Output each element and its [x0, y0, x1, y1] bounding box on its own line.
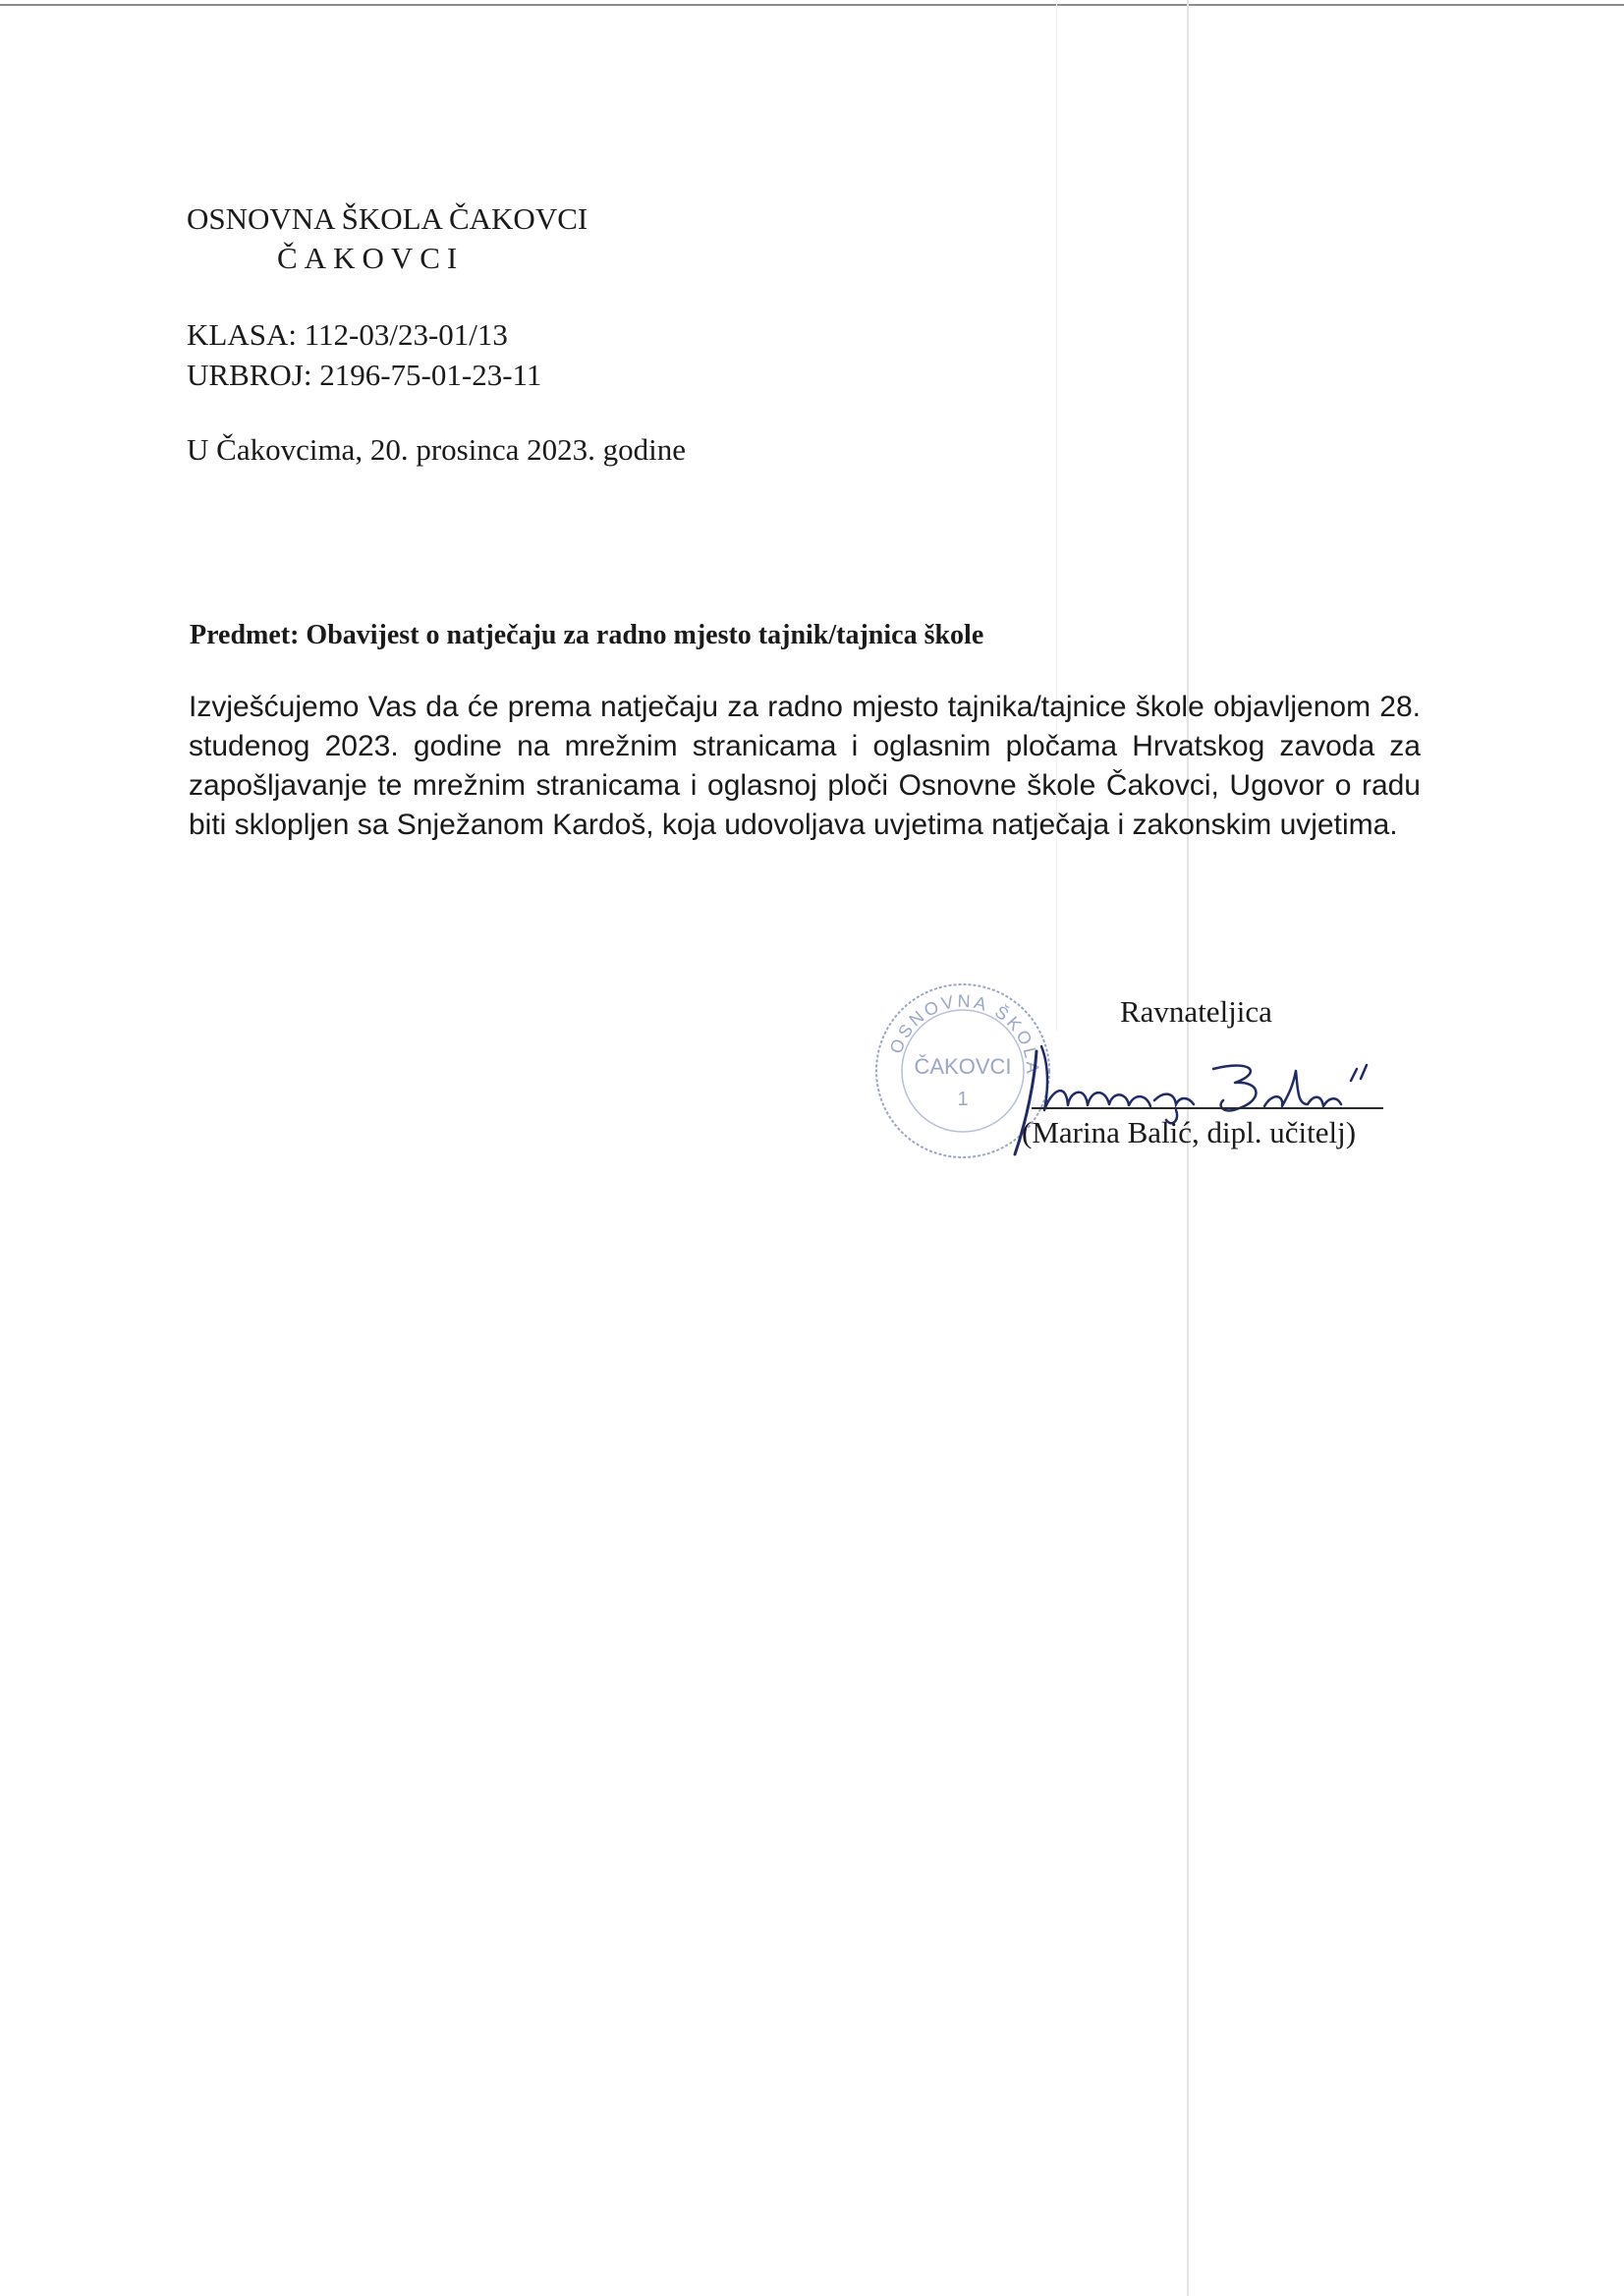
subject-line: Predmet: Obavijest o natječaju za radno mjesto tajnik/tajnica škole	[190, 620, 984, 650]
stamp-ring-text: OSNOVNA ŠKOLA	[885, 990, 1043, 1077]
stamp-number: 1	[957, 1089, 969, 1110]
school-town: ČAKOVCI	[277, 241, 465, 275]
scan-top-edge-line	[0, 4, 1624, 6]
body-paragraph: Izvješćujemo Vas da će prema natječaju za radno mjesto tajnika/tajnice škole objavljenom 28. studenog 2023. godine na mrežnim stranicama i oglasnim pločama Hrvatskog zavoda za zapošljavanje te mrežnim stranicama i oglasnoj ploči Osnovne škole Čakovci, Ugovor o radu biti sklopljen sa Snježanom Kardoš, koja udovoljava uvjetima natječaja i zakonskim uvjetima.	[189, 691, 1421, 841]
urbroj-reference: URBROJ: 2196-75-01-23-11	[187, 358, 542, 392]
signature-line	[1032, 1107, 1383, 1109]
signer-title: Ravnateljica	[1120, 994, 1272, 1029]
school-name: OSNOVNA ŠKOLA ČAKOVCI	[187, 201, 588, 236]
place-and-date: U Čakovcima, 20. prosinca 2023. godine	[187, 432, 686, 467]
signer-name: (Marina Balić, dipl. učitelj)	[1022, 1115, 1357, 1149]
scan-fold-line-faint	[1056, 0, 1057, 1032]
stamp-center-text: ČAKOVCI	[914, 1054, 1012, 1079]
klasa-reference: KLASA: 112-03/23-01/13	[187, 317, 508, 352]
